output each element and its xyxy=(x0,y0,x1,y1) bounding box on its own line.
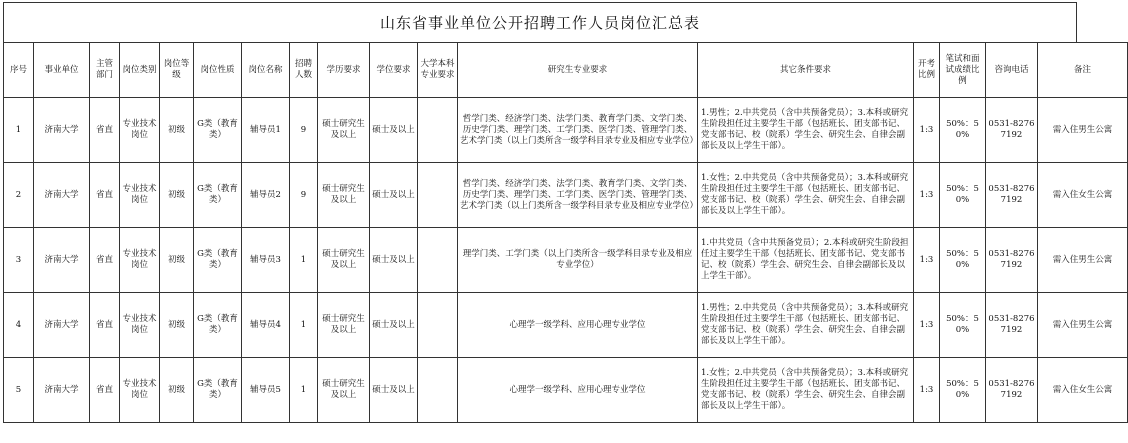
cell-degree: 硕士及以上 xyxy=(370,358,418,423)
cell-score-ratio: 50%：50% xyxy=(940,358,986,423)
cell-education: 硕士研究生及以上 xyxy=(318,163,370,228)
cell-other-conditions: 1.男性；2.中共党员（含中共预备党员）；3.本科或研究生阶段担任过主要学生干部（包括班长、团支部书记、党支部书记、校（院系）学生会、研究生会、自律会副部长及以上学生干部）。 xyxy=(698,293,914,358)
cell-post-level: 初级 xyxy=(160,228,194,293)
cell-education: 硕士研究生及以上 xyxy=(318,98,370,163)
cell-undergrad-major xyxy=(418,293,458,358)
header-cell: 主管部门 xyxy=(90,43,120,98)
cell-post-category: 专业技术岗位 xyxy=(120,228,160,293)
cell-score-ratio: 50%：50% xyxy=(940,163,986,228)
cell-unit: 济南大学 xyxy=(34,163,90,228)
table-row xyxy=(4,163,1128,228)
cell-post-level: 初级 xyxy=(160,293,194,358)
header-cell: 研究生专业要求 xyxy=(458,43,698,98)
cell-post-name: 辅导员2 xyxy=(242,163,290,228)
cell-phone: 0531-82767192 xyxy=(986,358,1038,423)
cell-index: 5 xyxy=(4,358,34,423)
header-cell: 开考比例 xyxy=(914,43,940,98)
cell-post-nature: G类（教育类） xyxy=(194,98,242,163)
header-cell: 学位要求 xyxy=(370,43,418,98)
header-cell: 岗位等级 xyxy=(160,43,194,98)
cell-post-name: 辅导员5 xyxy=(242,358,290,423)
cell-exam-ratio: 1:3 xyxy=(914,98,940,163)
cell-undergrad-major xyxy=(418,358,458,423)
cell-education: 硕士研究生及以上 xyxy=(318,228,370,293)
cell-exam-ratio: 1:3 xyxy=(914,163,940,228)
cell-headcount: 1 xyxy=(290,293,318,358)
header-cell: 笔试和面试成绩比例 xyxy=(940,43,986,98)
table-row xyxy=(4,228,1128,293)
header-cell: 学历要求 xyxy=(318,43,370,98)
cell-department: 省直 xyxy=(90,98,120,163)
cell-phone: 0531-82767192 xyxy=(986,163,1038,228)
cell-grad-major: 心理学一级学科、应用心理专业学位 xyxy=(458,293,698,358)
cell-remark: 需入住男生公寓 xyxy=(1038,228,1128,293)
cell-post-category: 专业技术岗位 xyxy=(120,293,160,358)
cell-headcount: 9 xyxy=(290,98,318,163)
cell-department: 省直 xyxy=(90,228,120,293)
header-cell: 序号 xyxy=(4,43,34,98)
cell-department: 省直 xyxy=(90,358,120,423)
recruitment-summary-sheet xyxy=(3,2,1113,439)
cell-post-level: 初级 xyxy=(160,358,194,423)
cell-remark: 需入住男生公寓 xyxy=(1038,98,1128,163)
cell-remark: 需入住女生公寓 xyxy=(1038,358,1128,423)
cell-post-name: 辅导员4 xyxy=(242,293,290,358)
cell-index: 3 xyxy=(4,228,34,293)
cell-post-nature: G类（教育类） xyxy=(194,358,242,423)
cell-department: 省直 xyxy=(90,293,120,358)
cell-unit: 济南大学 xyxy=(34,358,90,423)
header-cell: 大学本科专业要求 xyxy=(418,43,458,98)
cell-remark: 需入住女生公寓 xyxy=(1038,163,1128,228)
table-row xyxy=(4,358,1128,423)
header-cell: 岗位类别 xyxy=(120,43,160,98)
cell-other-conditions: 1.女性；2.中共党员（含中共预备党员）；3.本科或研究生阶段担任过主要学生干部（包括班长、团支部书记、党支部书记、校（院系）学生会、研究生会、自律会副部长及以上学生干部）。 xyxy=(698,358,914,423)
cell-grad-major: 理学门类、工学门类（以上门类所含一级学科目录专业及相应专业学位） xyxy=(458,228,698,293)
cell-exam-ratio: 1:3 xyxy=(914,358,940,423)
cell-degree: 硕士及以上 xyxy=(370,228,418,293)
cell-index: 1 xyxy=(4,98,34,163)
cell-undergrad-major xyxy=(418,163,458,228)
header-cell: 其它条件要求 xyxy=(698,43,914,98)
cell-undergrad-major xyxy=(418,228,458,293)
cell-headcount: 1 xyxy=(290,358,318,423)
cell-exam-ratio: 1:3 xyxy=(914,228,940,293)
cell-score-ratio: 50%：50% xyxy=(940,98,986,163)
cell-post-level: 初级 xyxy=(160,98,194,163)
header-cell: 咨询电话 xyxy=(986,43,1038,98)
cell-exam-ratio: 1:3 xyxy=(914,293,940,358)
cell-post-level: 初级 xyxy=(160,163,194,228)
header-cell: 岗位性质 xyxy=(194,43,242,98)
cell-post-name: 辅导员3 xyxy=(242,228,290,293)
cell-degree: 硕士及以上 xyxy=(370,163,418,228)
cell-other-conditions: 1.中共党员（含中共预备党员）；2.本科或研究生阶段担任过主要学生干部（包括班长、团支部书记、党支部书记、校（院系）学生会、研究生会、自律会副部长及以上学生干部）。 xyxy=(698,228,914,293)
cell-headcount: 9 xyxy=(290,163,318,228)
cell-education: 硕士研究生及以上 xyxy=(318,358,370,423)
header-cell: 事业单位 xyxy=(34,43,90,98)
cell-headcount: 1 xyxy=(290,228,318,293)
cell-phone: 0531-82767192 xyxy=(986,228,1038,293)
cell-grad-major: 心理学一级学科、应用心理专业学位 xyxy=(458,358,698,423)
cell-index: 2 xyxy=(4,163,34,228)
cell-score-ratio: 50%：50% xyxy=(940,293,986,358)
table-row xyxy=(4,293,1128,358)
cell-grad-major: 哲学门类、经济学门类、法学门类、教育学门类、文学门类、历史学门类、理学门类、工学门类、医学门类、管理学门类、艺术学门类（以上门类所含一级学科目录专业及相应专业学位） xyxy=(458,163,698,228)
cell-degree: 硕士及以上 xyxy=(370,98,418,163)
cell-grad-major: 哲学门类、经济学门类、法学门类、教育学门类、文学门类、历史学门类、理学门类、工学门类、医学门类、管理学门类、艺术学门类（以上门类所含一级学科目录专业及相应专业学位） xyxy=(458,98,698,163)
cell-degree: 硕士及以上 xyxy=(370,293,418,358)
cell-unit: 济南大学 xyxy=(34,228,90,293)
cell-score-ratio: 50%：50% xyxy=(940,228,986,293)
cell-post-category: 专业技术岗位 xyxy=(120,163,160,228)
table-row xyxy=(4,98,1128,163)
table-title: 山东省事业单位公开招聘工作人员岗位汇总表 xyxy=(3,2,1077,42)
cell-unit: 济南大学 xyxy=(34,98,90,163)
header-cell: 岗位名称 xyxy=(242,43,290,98)
header-cell: 招聘人数 xyxy=(290,43,318,98)
cell-remark: 需入住男生公寓 xyxy=(1038,293,1128,358)
cell-unit: 济南大学 xyxy=(34,293,90,358)
cell-post-nature: G类（教育类） xyxy=(194,293,242,358)
cell-post-nature: G类（教育类） xyxy=(194,228,242,293)
cell-post-nature: G类（教育类） xyxy=(194,163,242,228)
cell-phone: 0531-82767192 xyxy=(986,98,1038,163)
cell-index: 4 xyxy=(4,293,34,358)
cell-department: 省直 xyxy=(90,163,120,228)
cell-other-conditions: 1.女性；2.中共党员（含中共预备党员）；3.本科或研究生阶段担任过主要学生干部（包括班长、团支部书记、党支部书记、校（院系）学生会、研究生会、自律会副部长及以上学生干部）。 xyxy=(698,163,914,228)
positions-table xyxy=(3,42,1128,423)
cell-post-category: 专业技术岗位 xyxy=(120,358,160,423)
cell-education: 硕士研究生及以上 xyxy=(318,293,370,358)
cell-other-conditions: 1.男性；2.中共党员（含中共预备党员）；3.本科或研究生阶段担任过主要学生干部（包括班长、团支部书记、党支部书记、校（院系）学生会、研究生会、自律会副部长及以上学生干部）。 xyxy=(698,98,914,163)
cell-post-category: 专业技术岗位 xyxy=(120,98,160,163)
cell-undergrad-major xyxy=(418,98,458,163)
header-cell: 备注 xyxy=(1038,43,1128,98)
cell-post-name: 辅导员1 xyxy=(242,98,290,163)
cell-phone: 0531-82767192 xyxy=(986,293,1038,358)
header-row xyxy=(4,43,1128,98)
